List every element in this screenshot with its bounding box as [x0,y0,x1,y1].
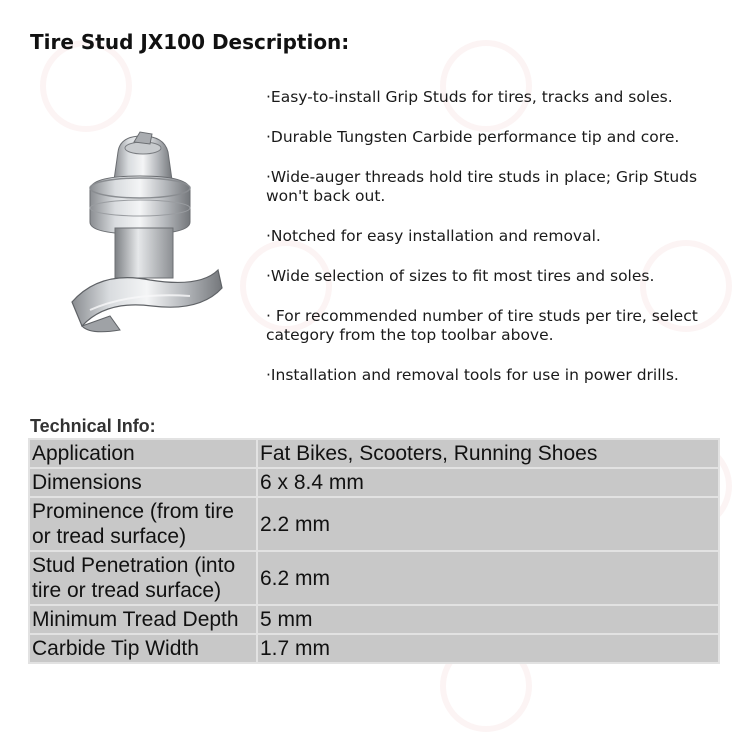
table-row [30,552,718,604]
table-row [30,635,718,662]
spec-value: 2.2 mm [258,498,718,550]
feature-item: ·Wide-auger threads hold tire studs in place; Grip Studs won't back out. [266,168,698,205]
spec-value: 5 mm [258,606,718,633]
table-row [30,469,718,496]
feature-item: · For recommended number of tire studs per tire, select category from the top toolbar above. [266,307,698,344]
spec-value: 6.2 mm [258,552,718,604]
spec-table [28,438,720,664]
tire-stud-image [60,130,230,340]
feature-item: ·Durable Tungsten Carbide performance tip and core. [266,128,680,146]
spec-key: Minimum Tread Depth [30,606,256,633]
spec-key: Application [30,440,256,467]
feature-item: ·Notched for easy installation and removal. [266,227,601,245]
feature-item: ·Installation and removal tools for use in power drills. [266,366,679,384]
feature-list [266,88,716,406]
spec-value: 6 x 8.4 mm [258,469,718,496]
feature-item: ·Wide selection of sizes to fit most tires and soles. [266,267,655,285]
spec-key: Carbide Tip Width [30,635,256,662]
table-row [30,498,718,550]
spec-key: Dimensions [30,469,256,496]
page-title: Tire Stud JX100 Description: [30,30,350,54]
spec-key: Stud Penetration (into tire or tread surface) [30,552,256,604]
table-row [30,606,718,633]
spec-value: 1.7 mm [258,635,718,662]
spec-key: Prominence (from tire or tread surface) [30,498,256,550]
spec-value: Fat Bikes, Scooters, Running Shoes [258,440,718,467]
table-row [30,440,718,467]
technical-info-heading: Technical Info: [30,416,156,436]
feature-item: ·Easy-to-install Grip Studs for tires, tracks and soles. [266,88,673,106]
